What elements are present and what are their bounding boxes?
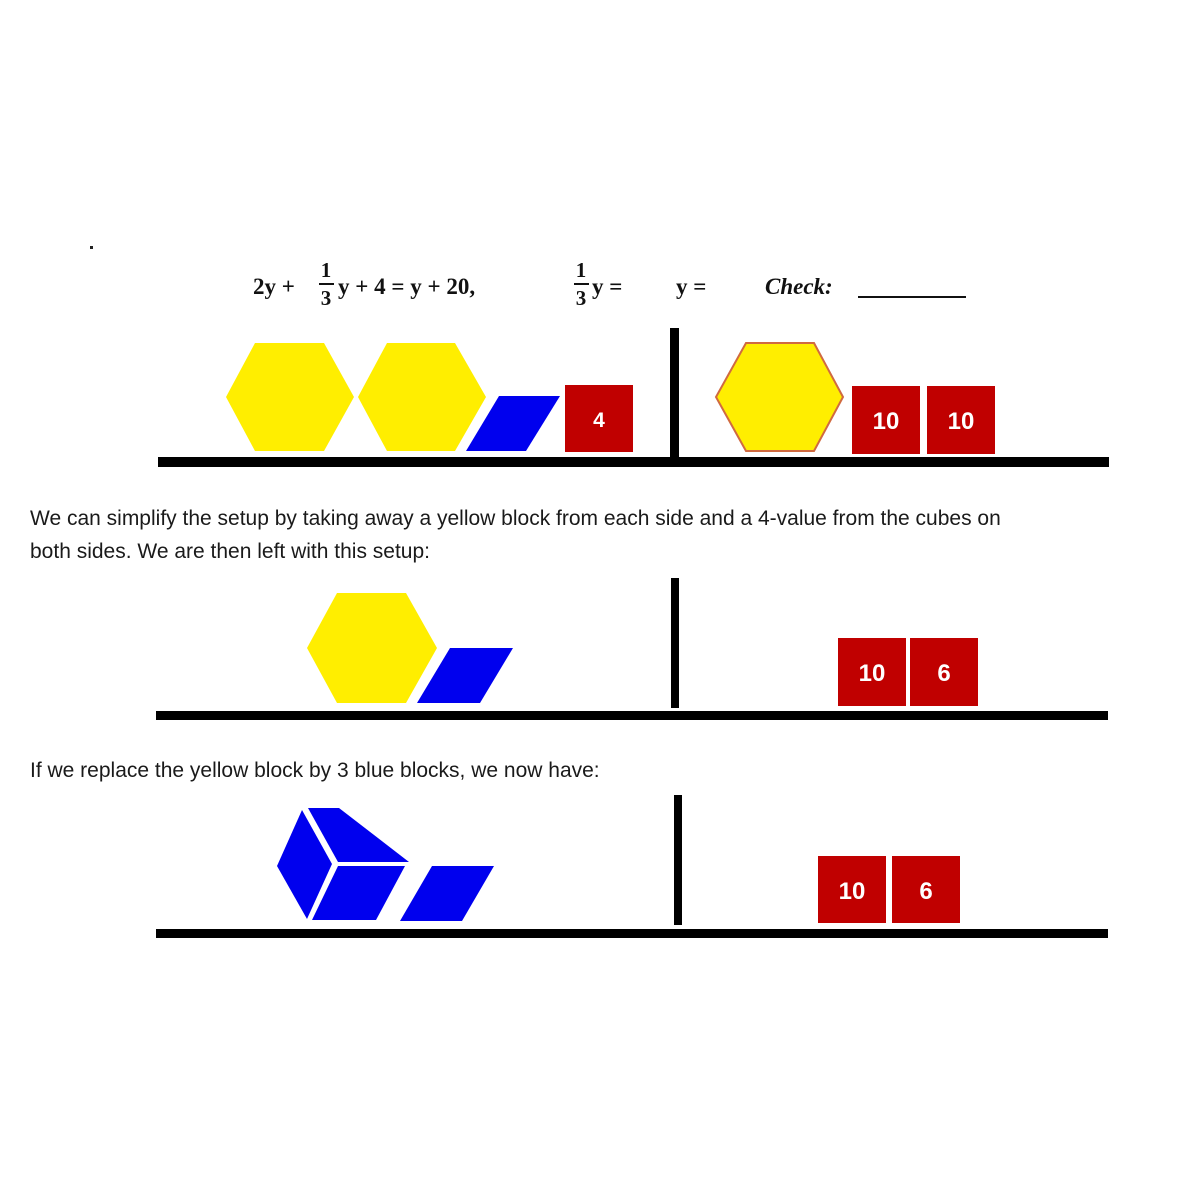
scale-base-line bbox=[156, 711, 1108, 720]
fraction-denominator: 3 bbox=[320, 286, 332, 310]
scale-divider bbox=[674, 795, 682, 925]
scale-divider bbox=[670, 328, 679, 458]
fraction-denominator: 3 bbox=[575, 286, 587, 310]
balance-scale-2 bbox=[156, 578, 1108, 720]
explanation-paragraph-2: If we replace the yellow block by 3 blue blocks, we now have: bbox=[30, 759, 600, 782]
cube-value-label: 10 bbox=[947, 408, 975, 435]
yellow-hexagon-block bbox=[358, 343, 486, 451]
paragraph-line: We can simplify the setup by taking away a yellow block from each side and a 4-value from the cubes on bbox=[30, 507, 1001, 530]
cube-value-label: 6 bbox=[937, 660, 951, 687]
equation-lhs-part1: 2y + bbox=[253, 274, 295, 299]
fraction-numerator: 1 bbox=[320, 258, 332, 282]
equation-lhs-part2: y + 4 = y + 20, bbox=[338, 274, 476, 299]
cube-value-label: 6 bbox=[919, 878, 933, 905]
yellow-hexagon-block bbox=[226, 343, 354, 451]
paragraph-line: both sides. We are then left with this setup: bbox=[30, 540, 430, 563]
fraction-numerator: 1 bbox=[575, 258, 587, 282]
blue-rhombus-block bbox=[400, 866, 494, 921]
scale-divider bbox=[671, 578, 679, 708]
yellow-hexagon-block bbox=[307, 593, 437, 703]
balance-scale-1 bbox=[158, 328, 1109, 467]
balance-scale-3 bbox=[156, 795, 1108, 938]
equation-solve-for-y: y = bbox=[676, 274, 707, 299]
yellow-hexagon-block bbox=[716, 343, 843, 451]
equation-solve-for-third-y: y = bbox=[592, 274, 623, 299]
cube-value-label: 10 bbox=[838, 878, 866, 905]
scale-base-line bbox=[158, 457, 1109, 467]
cube-value-label: 4 bbox=[593, 409, 605, 432]
cube-value-label: 10 bbox=[858, 660, 886, 687]
check-label: Check: bbox=[765, 274, 833, 299]
scale-base-line bbox=[156, 929, 1108, 938]
cube-value-label: 10 bbox=[872, 408, 900, 435]
